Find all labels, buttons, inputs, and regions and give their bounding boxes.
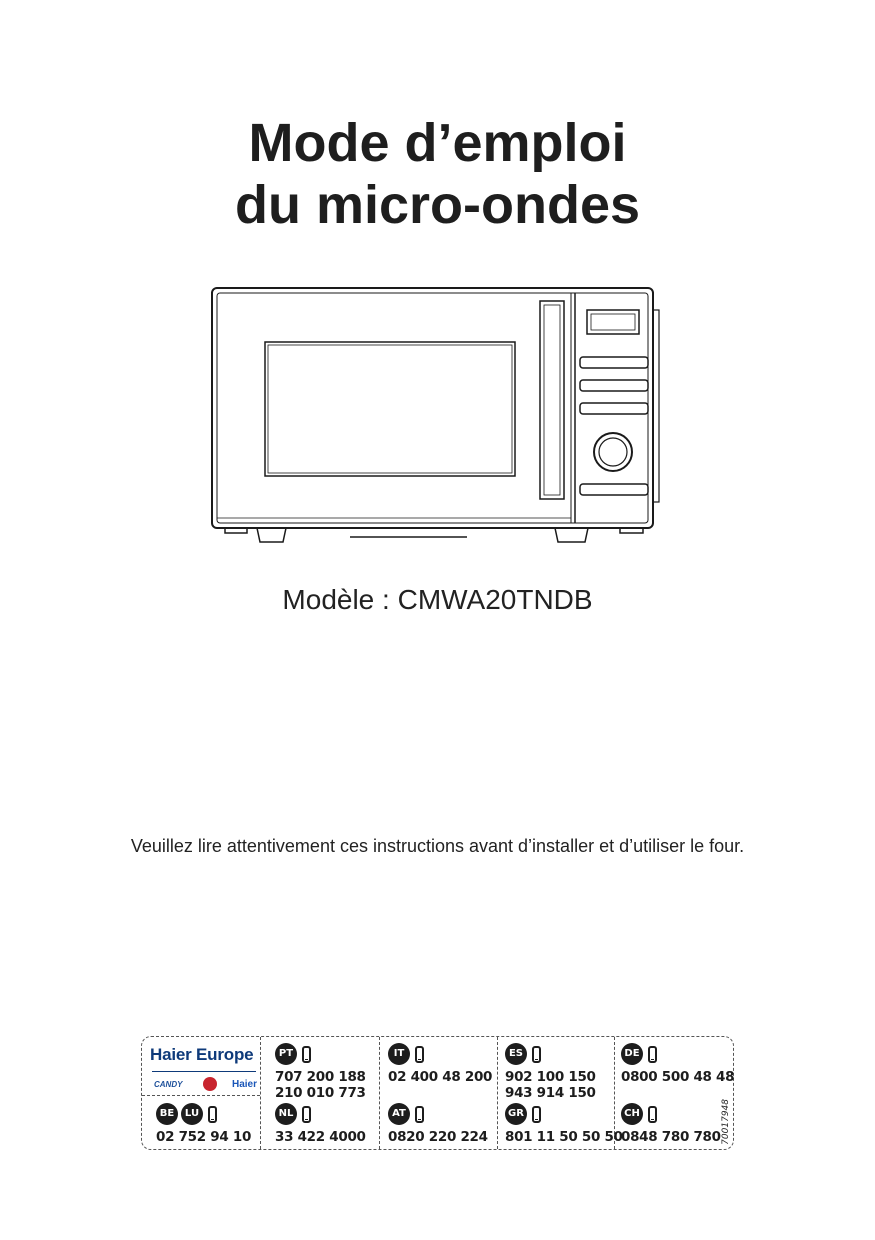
phone-icon bbox=[415, 1046, 424, 1063]
phone-icon bbox=[208, 1106, 217, 1123]
candy-logo: CANDY bbox=[154, 1080, 183, 1089]
phone-number: 0800 500 48 48 bbox=[621, 1069, 735, 1085]
contact-cell-it bbox=[388, 1043, 492, 1085]
contact-cell-at bbox=[388, 1103, 488, 1145]
microwave-illustration bbox=[205, 280, 665, 552]
phone-icon bbox=[532, 1046, 541, 1063]
contact-cell-pt bbox=[275, 1043, 366, 1101]
hoover-logo bbox=[203, 1077, 217, 1091]
sub-brand-logos bbox=[148, 1077, 260, 1093]
country-badge-it: IT bbox=[388, 1043, 410, 1065]
contact-cell-gr bbox=[505, 1103, 623, 1145]
service-contact-panel bbox=[141, 1036, 734, 1150]
contact-cell-es bbox=[505, 1043, 596, 1101]
country-badge-gr: GR bbox=[505, 1103, 527, 1125]
haier-logo: Haier bbox=[232, 1079, 258, 1090]
brand-name: Haier Europe bbox=[150, 1045, 254, 1064]
phone-number: 210 010 773 bbox=[275, 1085, 366, 1101]
contact-cell-be-lu bbox=[156, 1103, 251, 1145]
title-line-1: Mode d’emploi bbox=[248, 113, 627, 173]
phone-icon bbox=[648, 1046, 657, 1063]
phone-icon bbox=[415, 1106, 424, 1123]
reading-instruction: Veuillez lire attentivement ces instructions avant d’installer et d’utiliser le four. bbox=[130, 836, 745, 856]
phone-number: 02 400 48 200 bbox=[388, 1069, 493, 1085]
phone-icon bbox=[302, 1106, 311, 1123]
brand-logo-block bbox=[148, 1039, 258, 1095]
contact-cell-ch bbox=[621, 1103, 721, 1145]
phone-number: 943 914 150 bbox=[505, 1085, 596, 1101]
country-badge-nl: NL bbox=[275, 1103, 297, 1125]
document-reference-code: 70017948 bbox=[721, 1099, 731, 1145]
phone-number: 801 11 50 50 50 bbox=[505, 1129, 623, 1145]
phone-icon bbox=[648, 1106, 657, 1123]
phone-number: 902 100 150 bbox=[505, 1069, 596, 1085]
country-badge-de: DE bbox=[621, 1043, 643, 1065]
phone-icon bbox=[302, 1046, 311, 1063]
phone-icon bbox=[532, 1106, 541, 1123]
phone-number: 02 752 94 10 bbox=[156, 1129, 252, 1145]
phone-number: 0820 220 224 bbox=[388, 1129, 488, 1145]
country-badge-es: ES bbox=[505, 1043, 527, 1065]
model-number: Modèle : CMWA20TNDB bbox=[282, 584, 593, 615]
country-badge-pt: PT bbox=[275, 1043, 297, 1065]
country-badge-lu: LU bbox=[181, 1103, 203, 1125]
title-line-2: du micro-ondes bbox=[234, 175, 641, 235]
country-badge-at: AT bbox=[388, 1103, 410, 1125]
country-badge-ch: CH bbox=[621, 1103, 643, 1125]
contact-cell-de bbox=[621, 1043, 734, 1085]
phone-number: 33 422 4000 bbox=[275, 1129, 366, 1145]
document-title bbox=[0, 112, 875, 236]
country-badge-be: BE bbox=[156, 1103, 178, 1125]
contact-cell-nl bbox=[275, 1103, 366, 1145]
phone-number: 707 200 188 bbox=[275, 1069, 366, 1085]
phone-number: 0848 780 780 bbox=[621, 1129, 721, 1145]
